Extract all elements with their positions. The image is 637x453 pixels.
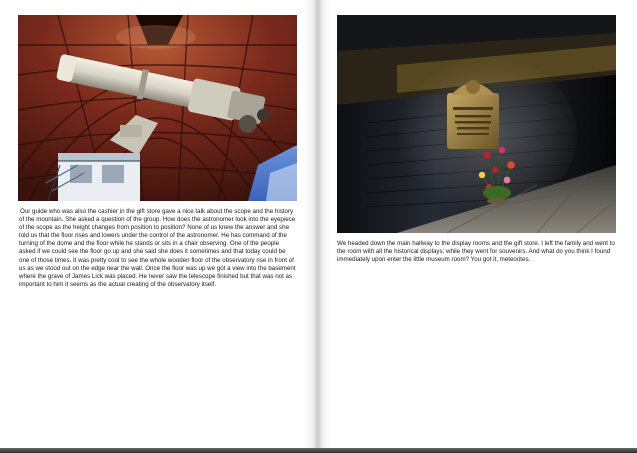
left-page[interactable] (0, 0, 318, 448)
right-page[interactable] (318, 0, 637, 448)
left-caption: Our guide who was also the cashier in the gift store gave a nice talk about the scope and the history of the mountain. She asked a question of the group. How does the astronomer look into the eyepiece of the scope as the height changes from position to position? None of us knew the answer and she told us that the floor rises and lowers under the control of the astronomer. He has command of the turning of the dome and the floor while he stands or sits in a chair observing. One of the people asked if we could see the floor go up and she said she does it sometimes and that today could be one of those times. It was pretty cool to see the whole wooden floor of the observatory rise in front of us as we stood out on the edge near the wall. Once the floor was up we got a view into the basement where the grave of James Lick was placed. He never saw the telescope finished but that was not as important to him it seems as the actual creating of the observatory itself. (19, 208, 296, 288)
bottom-edge (0, 448, 637, 453)
telescope-photo (18, 15, 297, 201)
right-gutter-shadow (318, 0, 330, 448)
left-gutter-shadow (304, 0, 318, 448)
grave-photo (337, 15, 616, 233)
right-caption: We headed down the main hallway to the display rooms and the gift store. I left the family and went to the room with all the historical displays; while they went for souvenirs. And what do you think I found immediately upon enter the little museum room? You got it, meteorites. (337, 240, 615, 264)
